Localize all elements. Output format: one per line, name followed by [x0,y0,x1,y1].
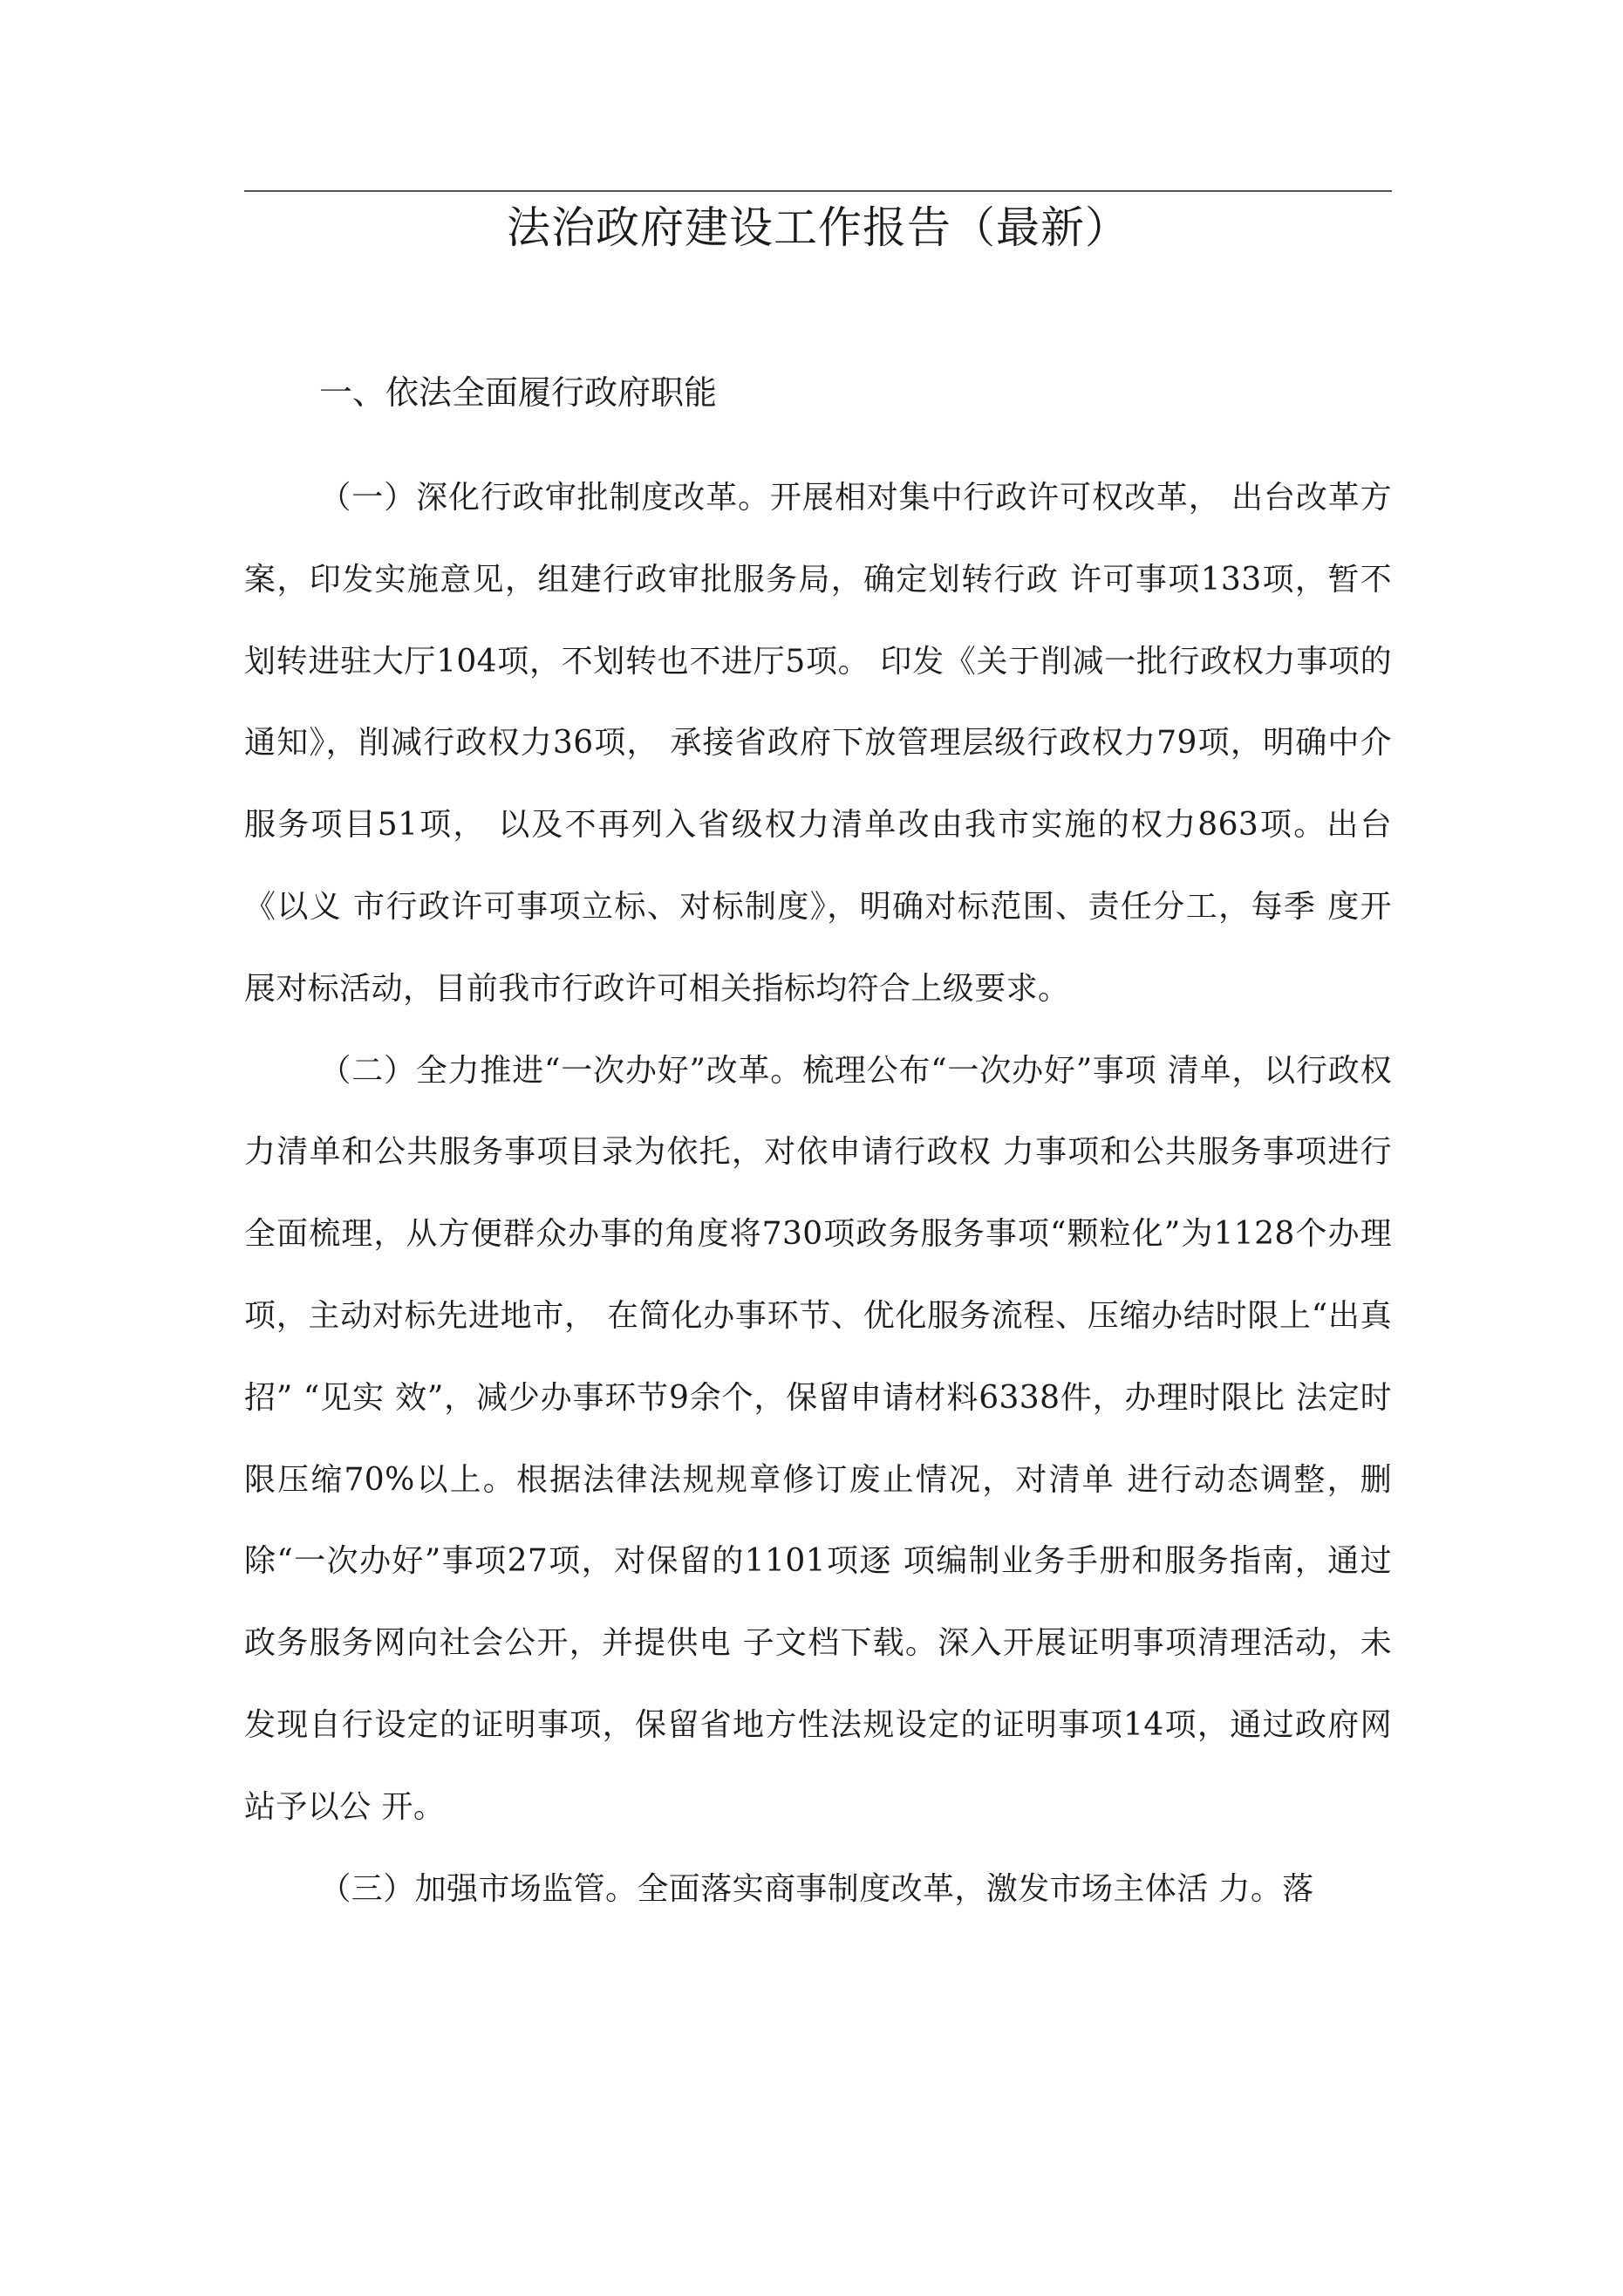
document-body [244,366,1392,1930]
document-title: 法治政府建设工作报告（最新） [507,202,1129,253]
section-heading: 一、依法全面履行政府职能 [319,373,718,412]
paragraph-2: （二）全力推进“一次办好”改革。梳理公布“一次办好”事项 清单，以行政权力清单和公共服务事项目录为依托，对依申请行政权 力事项和公共服务事项进行全面梳理，从方便群众办事的角度将730项政务服务事项“颗粒化”为1128个办理项，主动对标先进地市， 在简化办事环节、优化服务流程、压缩办结时限上“出真招” “见实 效”，减少办事环节9余个，保留申请材料6338件，办理时限比 法定时限压缩70%以上。根据法律法规规章修订废止情况，对清单 进行动态调整，删除“一次办好”事项27项，对保留的1101项逐 项编制业务手册和服务指南，通过政务服务网向社会公开，并提供电 子文档下载。深入开展证明事项清理活动，未发现自行设定的证明事项，保留省地方性法规设定的证明事项14项，通过政府网站予以公 开。 [244,1052,1392,1825]
paragraph-1: （一）深化行政审批制度改革。开展相对集中行政许可权改革， 出台改革方案，印发实施意见，组建行政审批服务局，确定划转行政 许可事项133项，暂不划转进驻大厅104项，不划转也不进厅5项。 印发《关于削减一批行政权力事项的通知》，削减行政权力36项， 承接省政府下放管理层级行政权力79项，明确中介服务项目51项， 以及不再列入省级权力清单改由我市实施的权力863项。出台《以义 市行政许可事项立标、对标制度》，明确对标范围、责任分工，每季 度开展对标活动，目前我市行政许可相关指标均符合上级要求。 [244,480,1392,1007]
paragraph-3: （三）加强市场监管。全面落实商事制度改革，激发市场主体活 力。落 [319,1870,1314,1907]
